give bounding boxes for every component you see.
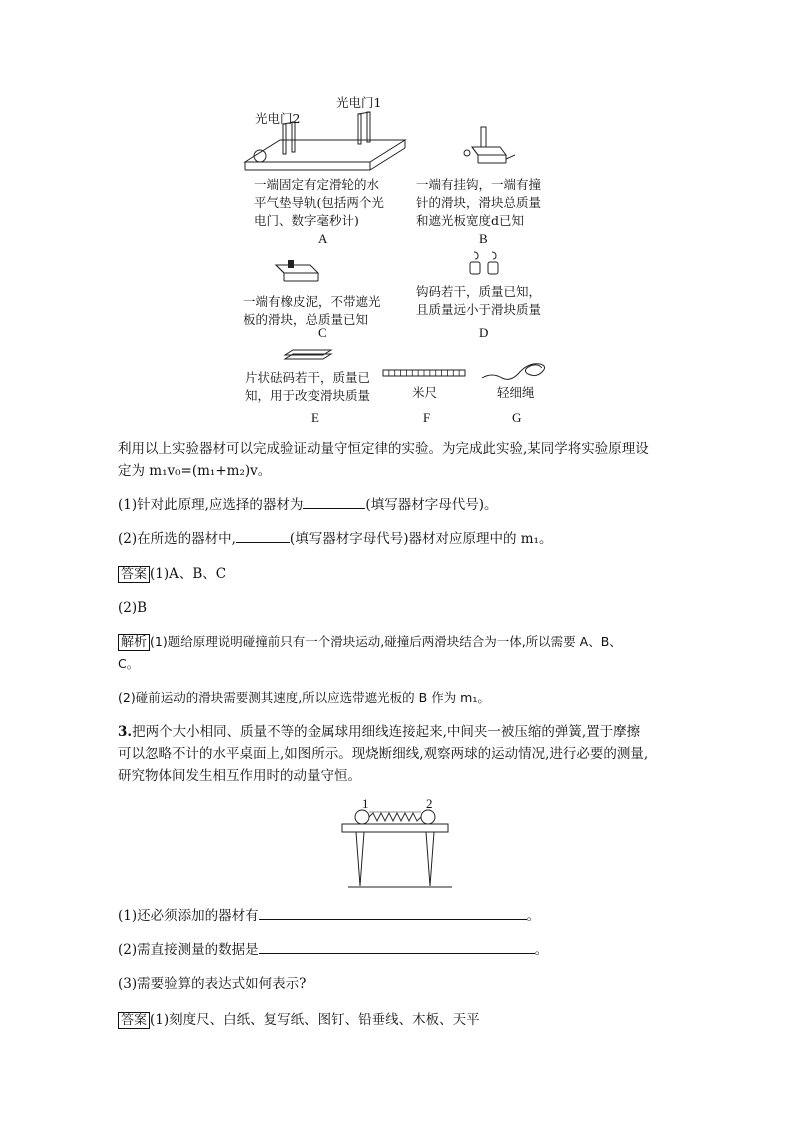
item-e-letter: E <box>311 410 319 425</box>
ball-1-label: 1 <box>362 796 369 811</box>
q3-number: 3. <box>118 724 133 740</box>
q3-answer-tag: 答案 <box>118 1012 150 1029</box>
q2-answer-line-1: (1)A、B、C <box>150 566 227 582</box>
q3-stem-line-2: 可以忽略不计的水平桌面上,如图所示。现烧断细线,观察两球的运动情况,进行必要的测量, <box>118 746 649 762</box>
item-d-letter: D <box>479 325 489 340</box>
analysis-tag: 解析 <box>118 634 150 651</box>
q3-sub2-prefix: (2)需直接测量的数据是 <box>118 942 259 958</box>
q2-answer-line-2: (2)B <box>118 600 148 616</box>
q2-sub2-suffix: (填写器材字母代号)器材对应原理中的 m₁。 <box>289 531 553 547</box>
slider-with-shade-drawing <box>460 125 520 170</box>
q3-sub1 <box>118 905 678 927</box>
item-e-desc: 片状砝码若干，质量已 知，用于改变滑块质量 <box>245 370 371 403</box>
item-c-letter: C <box>318 325 327 340</box>
table-balls-figure <box>340 798 460 890</box>
item-d-desc: 钩码若干，质量已知， 且质量远小于滑块质量 <box>416 284 542 317</box>
q3-sub2-suffix: 。 <box>534 942 549 958</box>
q2-sub1-blank[interactable] <box>303 494 365 509</box>
q2-sub2 <box>118 528 678 550</box>
item-b-desc: 一端有挂钩，一端有撞 针的滑块，滑块总质量 和遮光板宽度d已知 <box>416 177 542 228</box>
q2-sub2-blank[interactable] <box>236 528 290 543</box>
item-b-letter: B <box>479 231 488 246</box>
slider-with-putty-drawing <box>268 255 328 285</box>
q2-analysis-line-1b: C。 <box>118 656 140 671</box>
q2-analysis <box>118 631 678 654</box>
q3-stem-line-1 <box>118 721 678 743</box>
item-g-letter: G <box>512 410 522 425</box>
q3-sub3: (3)需要验算的表达式如何表示? <box>118 976 307 992</box>
plate-weights-drawing <box>283 348 333 362</box>
item-f-desc: 米尺 <box>412 385 438 400</box>
answer-tag: 答案 <box>118 566 150 583</box>
q3-sub1-blank[interactable] <box>259 905 527 920</box>
q2-intro-line-2: 定为 m₁v₀=(m₁+m₂)v。 <box>118 463 272 479</box>
item-f-letter: F <box>423 410 431 425</box>
q3-stem-text-1: 把两个大小相同、质量不等的金属球用细线连接起来,中间夹一被压缩的弹簧,置于摩擦 <box>132 724 641 740</box>
photogate-1-label: 光电门1 <box>336 95 382 110</box>
ruler-drawing <box>383 369 467 379</box>
string-drawing <box>480 358 550 384</box>
q2-sub1 <box>118 494 678 516</box>
q2-answer <box>118 563 678 586</box>
hook-weights-drawing <box>466 250 506 280</box>
q2-analysis-line-2: (2)碰前运动的滑块需要测其速度,所以应选带遮光板的 B 作为 m₁。 <box>118 690 490 705</box>
q3-sub1-prefix: (1)还必须添加的器材有 <box>118 908 259 924</box>
item-a-letter: A <box>318 231 328 246</box>
q3-answer <box>118 1009 678 1032</box>
item-a-desc: 一端固定有定滑轮的水 平气垫导轨(包括两个光 电门、数字毫秒计) <box>254 177 384 228</box>
q3-sub2-blank[interactable] <box>259 939 535 954</box>
q3-answer-line-1: (1)刻度尺、白纸、复写纸、图钉、铅垂线、木板、天平 <box>150 1012 480 1028</box>
item-g-desc: 轻细绳 <box>497 385 535 400</box>
q2-analysis-line-1a: (1)题给原理说明碰撞前只有一个滑块运动,碰撞后两滑块结合为一体,所以需要 A、B、 <box>150 634 622 649</box>
q3-stem-line-3: 研究物体间发生相互作用时的动量守恒。 <box>118 768 361 784</box>
q2-intro-line-1: 利用以上实验器材可以完成验证动量守恒定律的实验。为完成此实验,某同学将实验原理设 <box>118 441 649 457</box>
ball-2-label: 2 <box>426 796 433 811</box>
q2-sub2-prefix: (2)在所选的器材中, <box>118 531 236 547</box>
photogate-2-label: 光电门2 <box>255 111 301 126</box>
item-c-desc: 一端有橡皮泥，不带遮光 板的滑块，总质量已知 <box>243 294 381 327</box>
q2-sub1-prefix: (1)针对此原理,应选择的器材为 <box>118 497 304 513</box>
q2-sub1-suffix: (填写器材字母代号)。 <box>365 497 498 513</box>
q3-sub1-suffix: 。 <box>526 908 541 924</box>
q3-sub2 <box>118 939 678 961</box>
